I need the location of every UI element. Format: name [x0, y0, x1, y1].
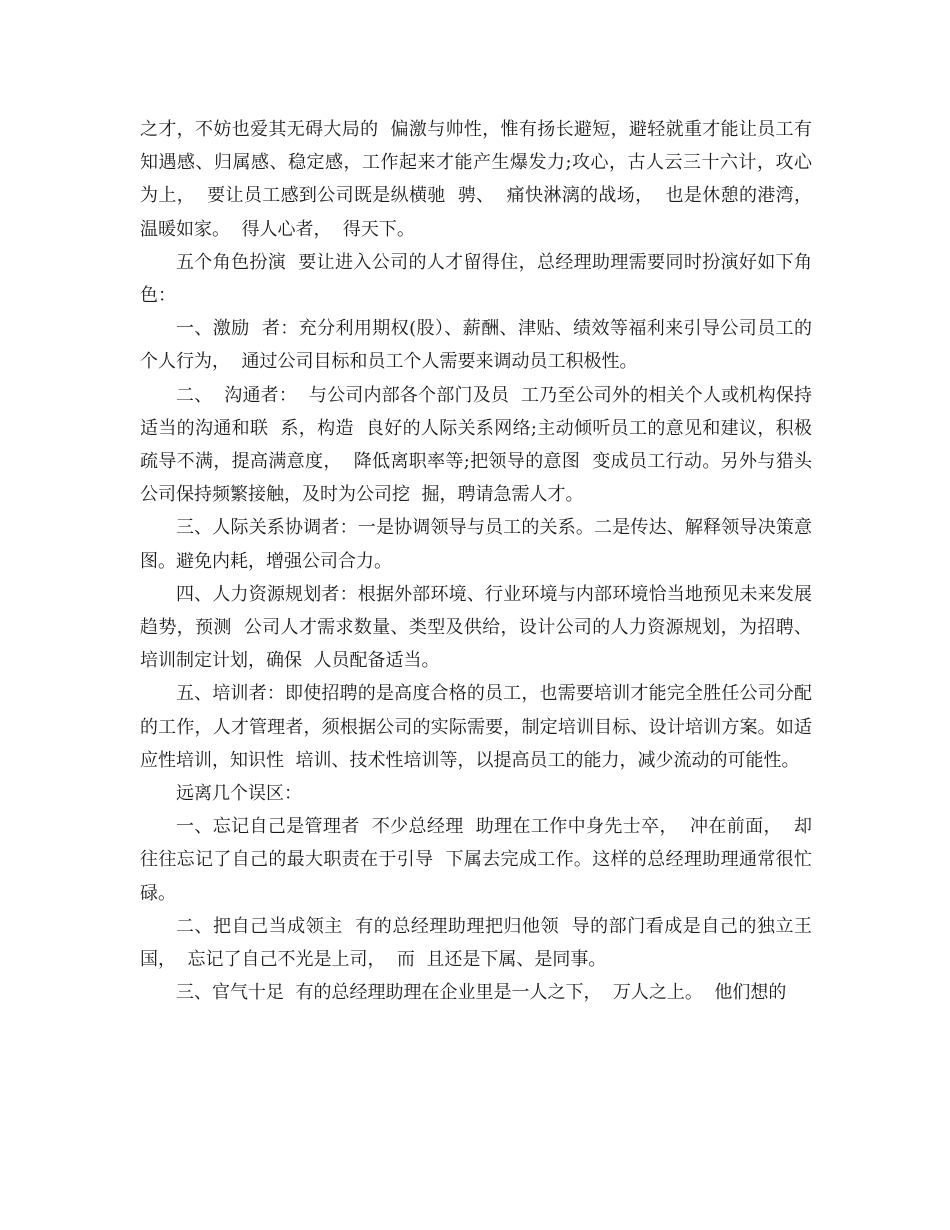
paragraph-pitfall-three: 三、官气十足 有的总经理助理在企业里是一人之下， 万人之上。 他们想的 [176, 982, 787, 1004]
paragraph-role-communicator: 二、 沟通者： 与公司内部各个部门及员 工乃至公司外的相关个人或机构保持适当的沟通和联 系，构造 良好的人际关系网络;主动倾听员工的意见和建议，积极疏导不满，提高满意度， 降低离职率等;把领导的意图 变成员工行动。另外与猎头公司保持频繁接触，及时为公司挖 掘，聘请急需人才。 [140, 384, 812, 506]
paragraph-role-planner: 四、人力资源规划者：根据外部环境、行业环境与内部环境恰当地预见未来发展趋势，预测 公司人才需求数量、类型及供给，设计公司的人力资源规划，为招聘、培训制定计划，确保 人员配备适当。 [140, 583, 812, 672]
paragraph-pitfalls-heading: 远离几个误区： [176, 783, 302, 805]
paragraph-pitfall-two: 二、把自己当成领主 有的总经理助理把归他领 导的部门看成是自己的独立王国， 忘记了自己不光是上司， 而 且还是下属、是同事。 [140, 915, 812, 971]
paragraph-role-motivator: 一、激励 者：充分利用期权(股）、薪酬、津贴、绩效等福利来引导公司员工的个人行为， 通过公司目标和员工个人需要来调动员工积极性。 [140, 318, 812, 373]
paragraph-continuation: 之才，不妨也爱其无碍大局的 偏激与帅性，惟有扬长避短，避轻就重才能让员工有 知遇感、归属感、稳定感，工作起来才能产生爆发力;攻心，古人云三十六计，攻心为上， 要让员工感到公司既是纵横驰 骋、 痛快淋漓的战场， 也是休憩的港湾， 温暖如家。 得人心者， 得天下。 [140, 119, 824, 240]
paragraph-role-coordinator: 三、人际关系协调者：一是协调领导与员工的关系。二是传达、解释领导决策意图。避免内耗，增强公司合力。 [140, 517, 812, 572]
paragraph-role-trainer: 五、培训者：即使招聘的是高度合格的员工，也需要培训才能完全胜任公司分配的工作，人才管理者，须根据公司的实际需要，制定培训目标、设计培训方案。如适应性培训，知识性 培训、技术性培训等，以提高员工的能力，减少流动的可能性。 [140, 683, 812, 771]
document-body [140, 113, 824, 1009]
paragraph-pitfall-one: 一、忘记自己是管理者 不少总经理 助理在工作中身先士卒， 冲在前面， 却往往忘记了自己的最大职责在于引导 下属去完成工作。这样的总经理助理通常很忙碌。 [140, 816, 812, 904]
paragraph-five-roles: 五个角色扮演 要让进入公司的人才留得住，总经理助理需要同时扮演好如下角色： [140, 251, 812, 307]
